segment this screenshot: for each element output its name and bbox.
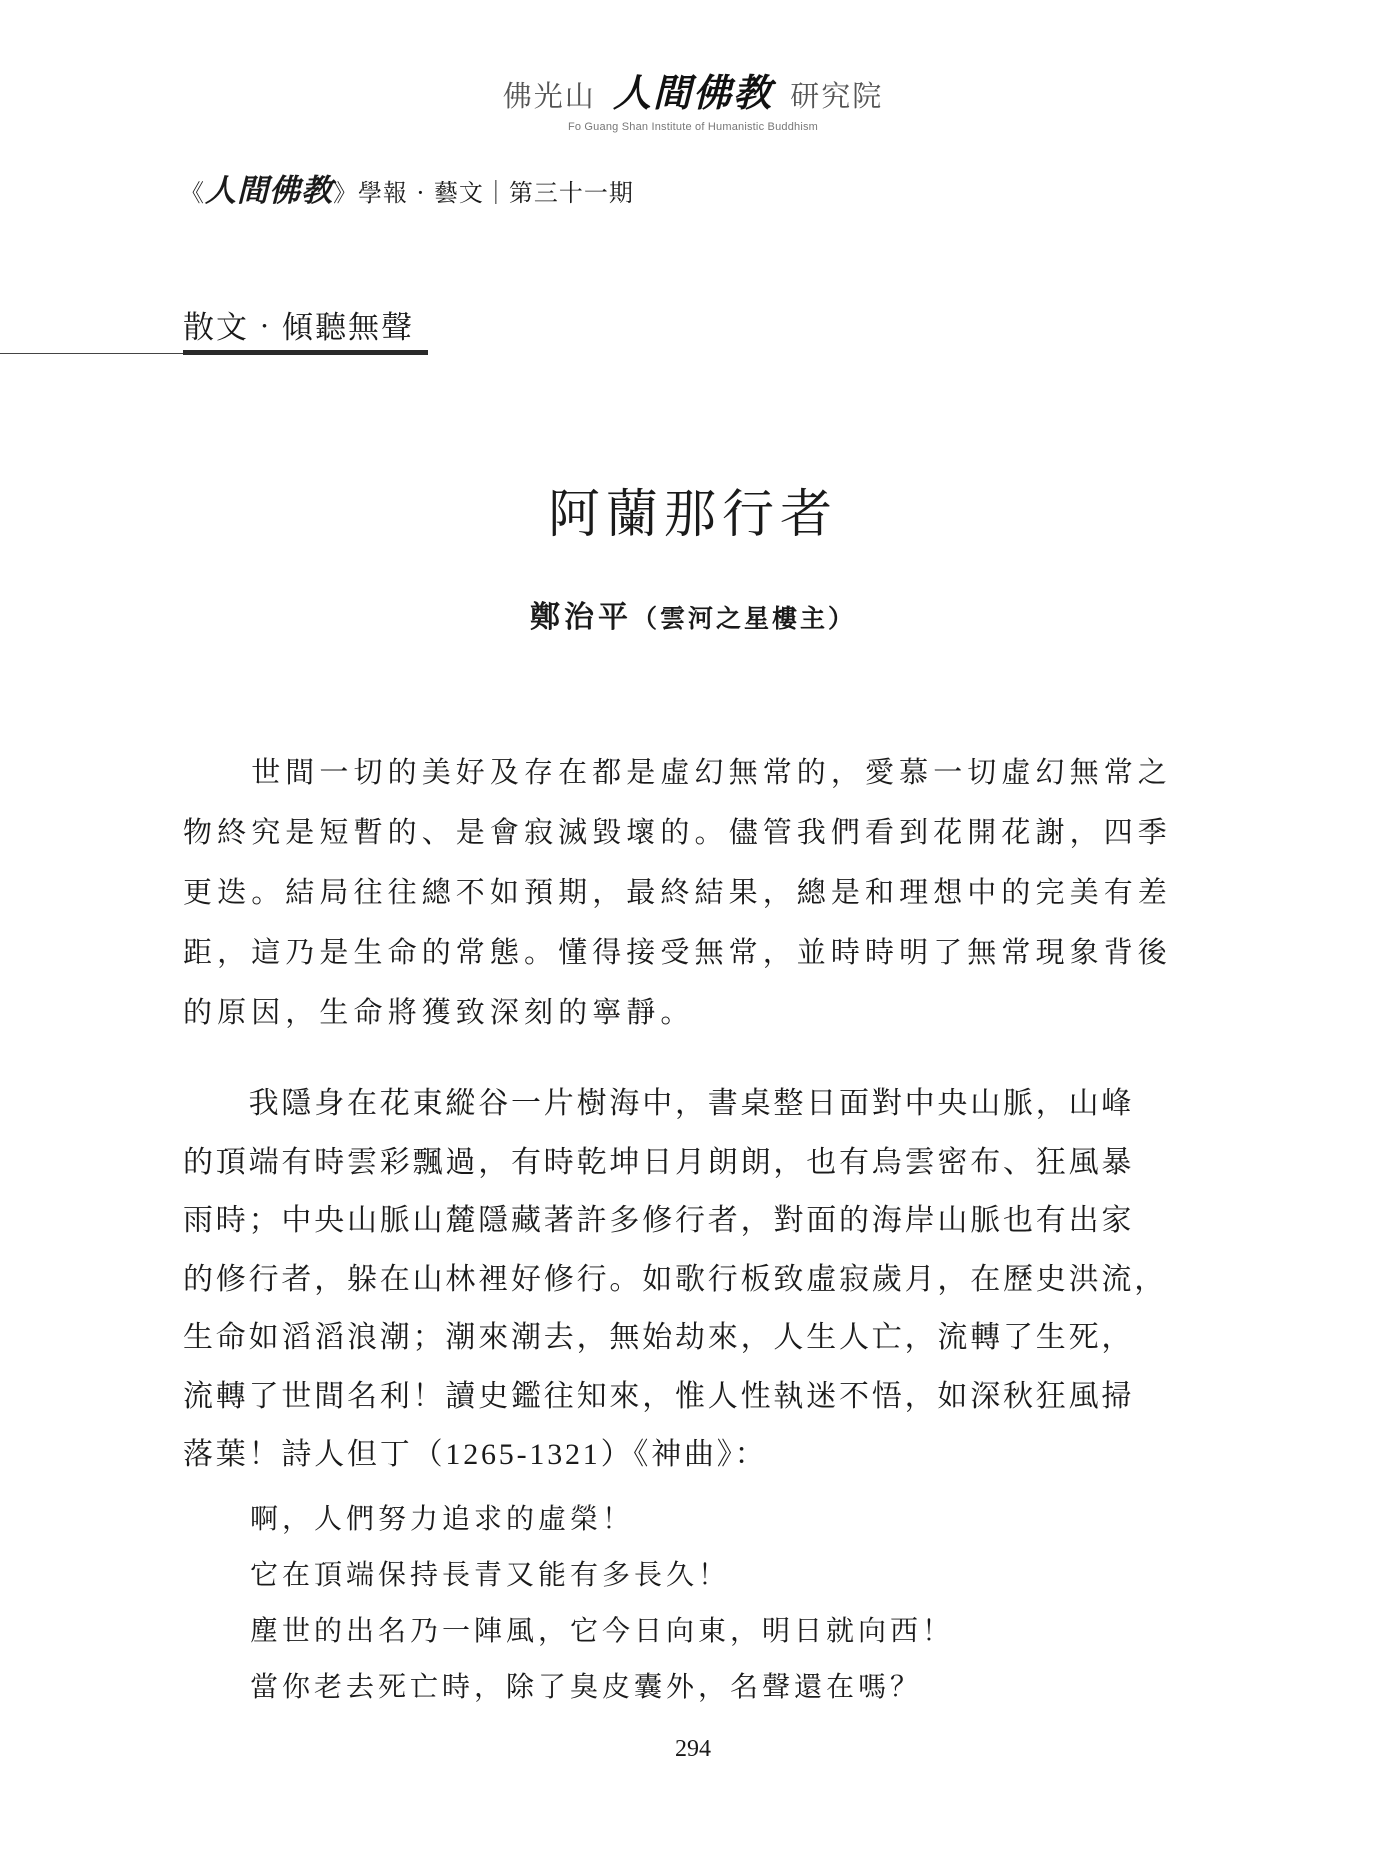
article-title: 阿蘭那行者 [547,485,838,545]
paragraph-line: 世間一切的美好及存在都是虛幻無常的，愛慕一切虛幻無常之 [183,755,1172,789]
section-label: 散文‧傾聽無聲 [183,310,414,346]
journal-open-bracket: 《 [180,179,205,207]
author-alias: （雲河之星樓主） [631,604,856,633]
paragraph-1 [183,742,1183,1042]
paragraph-line: 雨時；中央山脈山麓隱藏著許多修行者，對面的海岸山脈也有出家 [183,1204,1135,1237]
paragraph-line: 距，這乃是生命的常態。懂得接受無常，並時時明了無常現象背後 [183,935,1172,969]
journal-issue-info: 學報 · 藝文｜第三十一期 [358,179,634,207]
poem-quote [250,1491,954,1715]
institute-name-english: Fo Guang Shan Institute of Humanistic Buddhism [567,121,819,133]
paragraph-2 [183,1075,1183,1485]
poem-line: 當你老去死亡時，除了臭皮囊外，名聲還在嗎？ [250,1670,923,1703]
section-underline [183,350,428,355]
paragraph-line: 流轉了世間名利！讀史鑑往知來，惟人性執迷不悟，如深秋狂風掃 [183,1379,1135,1413]
poem-line: 塵世的出名乃一陣風，它今日向東，明日就向西！ [250,1614,955,1647]
institute-name [0,62,1386,117]
paragraph-line: 我隱身在花東縱谷一片樹海中，書桌整日面對中央山脈，山峰 [183,1087,1135,1120]
journal-title: 人間佛教 [205,173,333,209]
journal-close-bracket: 》 [333,179,358,207]
paragraph-line: 的修行者，躲在山林裡好修行。如歌行板致虛寂歲月，在歷史洪流， [183,1262,1167,1296]
paragraph-line: 生命如滔滔浪潮；潮來潮去，無始劫來，人生人亡，流轉了生死， [183,1321,1135,1354]
institute-name-right: 研究院 [790,79,884,113]
author-name: 鄭治平 [529,600,632,635]
institute-header [0,62,1386,133]
paragraph-line: 的原因，生命將獲致深刻的寧靜。 [183,995,695,1029]
journal-running-head [180,165,634,210]
poem-line: 啊，人們努力追求的虛榮！ [250,1502,635,1535]
page-number: 294 [675,1736,711,1762]
paragraph-line: 物終究是短暫的、是會寂滅毀壞的。儘管我們看到花開花謝，四季 [183,815,1172,849]
institute-name-left: 佛光山 [502,79,596,113]
author-byline [0,592,1386,636]
institute-logo: 人間佛教 [612,70,773,115]
poem-line: 它在頂端保持長青又能有多長久！ [250,1558,731,1591]
paragraph-line: 更迭。結局往往總不如預期，最終結果，總是和理想中的完美有差 [183,875,1172,909]
paragraph-line: 落葉！詩人但丁（1265-1321）《神曲》： [183,1438,768,1471]
paragraph-line: 的頂端有時雲彩飄過，有時乾坤日月朗朗，也有烏雲密布、狂風暴 [183,1145,1135,1179]
